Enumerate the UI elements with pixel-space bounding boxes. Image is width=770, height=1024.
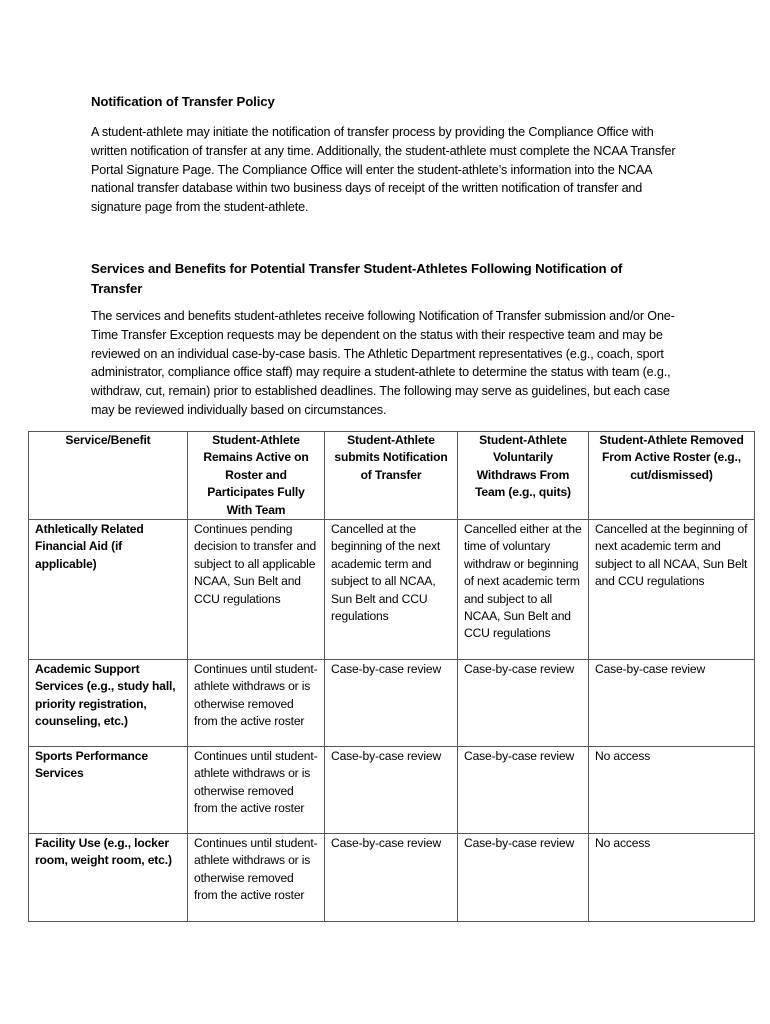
- remains-active-cell: Continues pending decision to transfer and subject to all applicable NCAA, Sun Belt and CCU regulations: [188, 520, 325, 660]
- column-header-notification: Student-Athlete submits Notification of Transfer: [325, 432, 458, 520]
- withdraws-cell: Case-by-case review: [458, 747, 589, 834]
- column-header-withdraws: Student-Athlete Voluntarily Withdraws From Team (e.g., quits): [458, 432, 589, 520]
- remains-active-cell: Continues until student-athlete withdraws or is otherwise removed from the active roster: [188, 747, 325, 834]
- policy-heading: Notification of Transfer Policy: [91, 94, 275, 109]
- removed-cell: No access: [589, 747, 755, 834]
- services-heading: Services and Benefits for Potential Transfer Student-Athletes Following Notification of Transfer: [91, 261, 623, 296]
- row-service-cell: Sports Performance Services: [29, 747, 188, 834]
- table-row: [29, 660, 755, 747]
- row-service-cell: Academic Support Services (e.g., study hall, priority registration, counseling, etc.): [29, 660, 188, 747]
- notification-cell: Cancelled at the beginning of the next academic term and subject to all NCAA, Sun Belt and CCU regulations: [325, 520, 458, 660]
- table-header-row: [29, 432, 755, 520]
- table-row: [29, 747, 755, 834]
- table-row: [29, 520, 755, 660]
- remains-active-cell: Continues until student-athlete withdraws or is otherwise removed from the active roster: [188, 660, 325, 747]
- notification-cell: Case-by-case review: [325, 660, 458, 747]
- withdraws-cell: Case-by-case review: [458, 660, 589, 747]
- withdraws-cell: Case-by-case review: [458, 834, 589, 922]
- services-paragraph: The services and benefits student-athletes receive following Notification of Transfer submission and/or One-Time Transfer Exception requests may be dependent on the status with their respective team and may be reviewed on an individual case-by-case basis. The Athletic Department representatives (e.g., coach, sport administrator, compliance office staff) may require a student-athlete to determine the status with team (e.g., withdraw, cut, remain) prior to established deadlines. The following may serve as guidelines, but each case may be reviewed individually based on circumstances.: [91, 309, 675, 417]
- row-service-cell: Facility Use (e.g., locker room, weight room, etc.): [29, 834, 188, 922]
- remains-active-cell: Continues until student-athlete withdraws or is otherwise removed from the active roster: [188, 834, 325, 922]
- removed-cell: Cancelled at the beginning of next academic term and subject to all NCAA, Sun Belt and CCU regulations: [589, 520, 755, 660]
- column-header-removed: Student-Athlete Removed From Active Roster (e.g., cut/dismissed): [589, 432, 755, 520]
- column-header-service: Service/Benefit: [29, 432, 188, 520]
- notification-cell: Case-by-case review: [325, 834, 458, 922]
- table-row: [29, 834, 755, 922]
- column-header-remains-active: Student-Athlete Remains Active on Roster and Participates Fully With Team: [188, 432, 325, 520]
- row-service-cell: Athletically Related Financial Aid (if applicable): [29, 520, 188, 660]
- notification-cell: Case-by-case review: [325, 747, 458, 834]
- policy-paragraph: A student-athlete may initiate the notification of transfer process by providing the Compliance Office with written notification of transfer at any time. Additionally, the student-athlete must complete the NCAA Transfer Portal Signature Page. The Compliance Office will enter the student-athlete’s information into the NCAA national transfer database within two business days of receipt of the written notification of transfer and signature page from the student-athlete.: [91, 125, 676, 215]
- services-benefits-table: [28, 431, 755, 922]
- removed-cell: Case-by-case review: [589, 660, 755, 747]
- withdraws-cell: Cancelled either at the time of voluntary withdraw or beginning of next academic term and subject to all NCAA, Sun Belt and CCU regulations: [458, 520, 589, 660]
- removed-cell: No access: [589, 834, 755, 922]
